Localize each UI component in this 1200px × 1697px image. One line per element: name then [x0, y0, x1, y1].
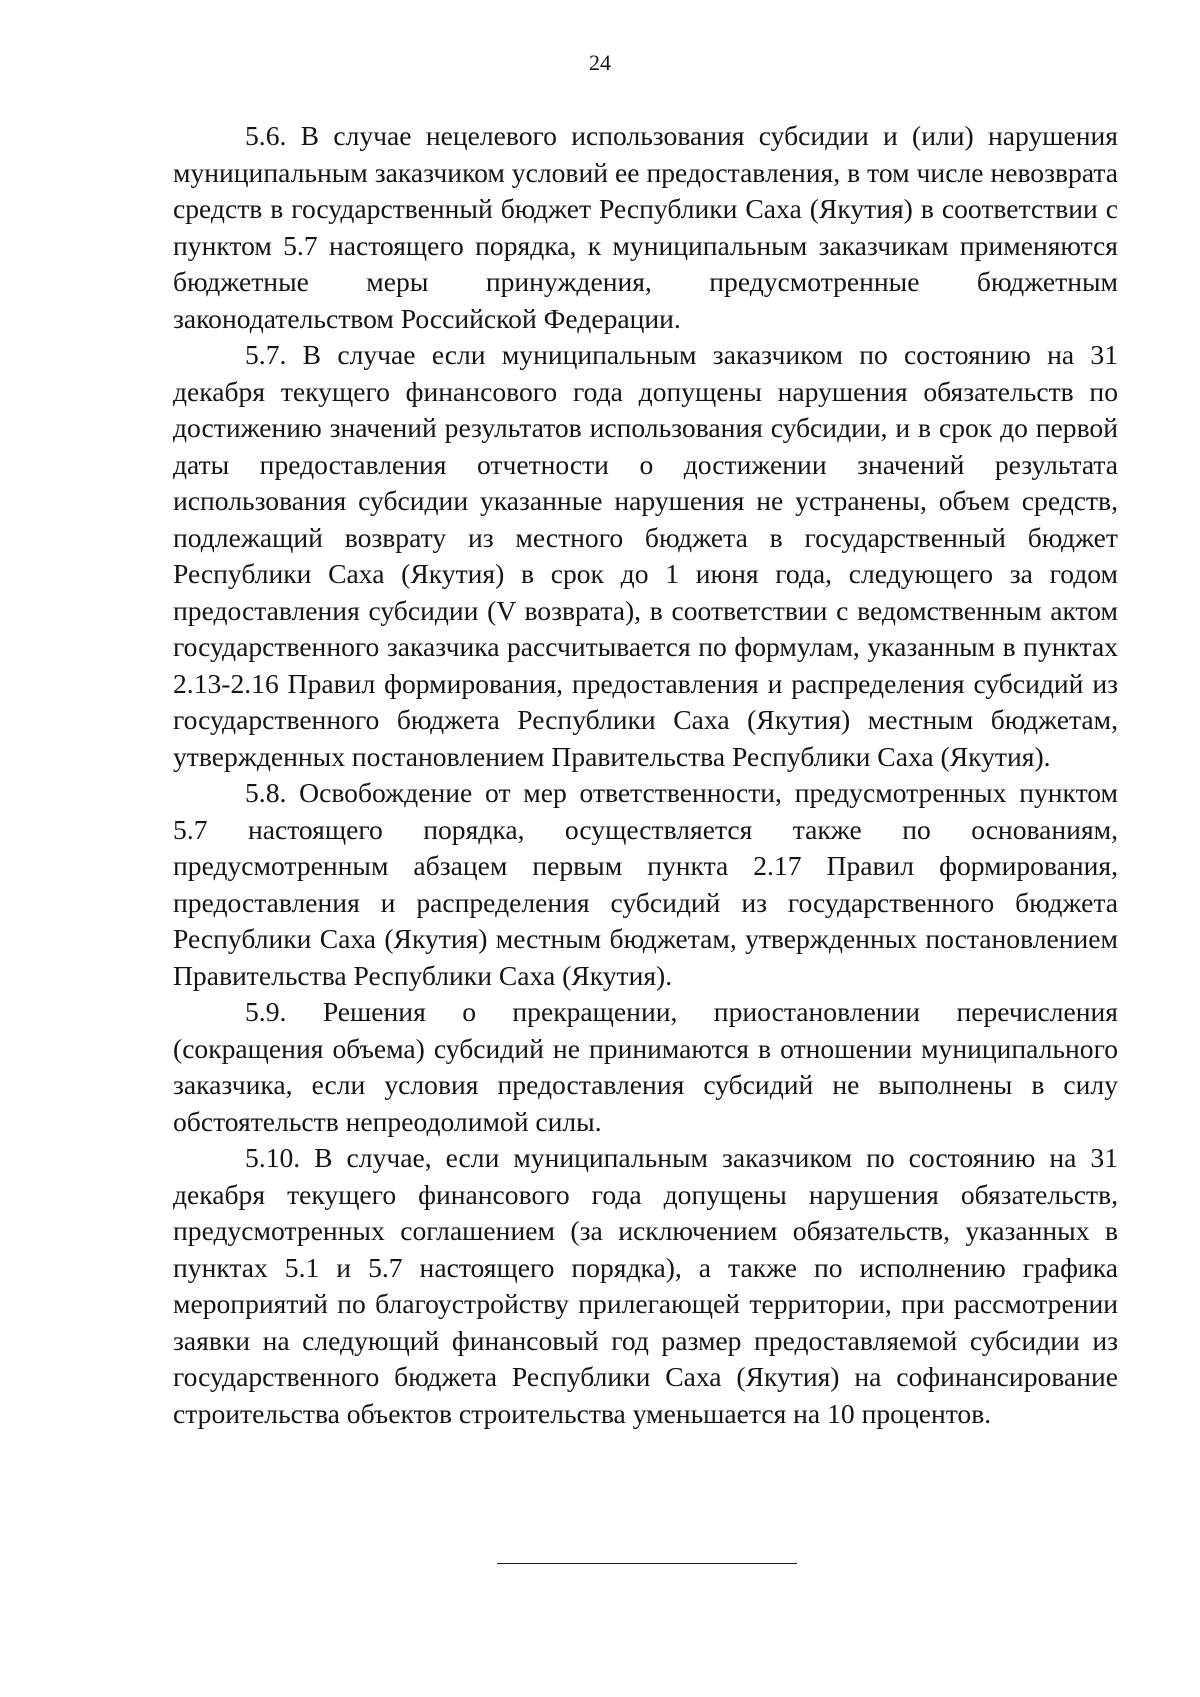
paragraph-5-8: 5.8. Освобождение от мер ответственности, предусмотренных пунктом 5.7 настоящего порядка, осуществляется также по основаниям, предусмотренным абзацем первым пункта 2.17 Правил формирования, предоставления и распределения субсидий из государственного бюджета Республики Саха (Якутия) местным бюджетам, утвержденных постановлением Правительства Республики Саха (Якутия). [173, 777, 1118, 991]
paragraph-5-7: 5.7. В случае если муниципальным заказчиком по состоянию на 31 декабря текущего финансового года допущены нарушения обязательств по достижению значений результатов использования субсидии, и в срок до первой даты предоставления отчетности о достижении значений результата использования субсидии указанные нарушения не устранены, объем средств, подлежащий возврату из местного бюджета в государственный бюджет Республики Саха (Якутия) в срок до 1 июня года, следующего за годом предоставления субсидии (V возврата), в соответствии с ведомственным актом государственного заказчика рассчитывается по формулам, указанным в пунктах 2.13-2.16 Правил формирования, предоставления и распределения субсидий из государственного бюджета Республики Саха (Якутия) местным бюджетам, утвержденных постановлением Правительства Республики Саха (Якутия). [173, 339, 1118, 772]
end-of-text-rule [497, 1563, 797, 1564]
paragraph-5-6: 5.6. В случае нецелевого использования субсидии и (или) нарушения муниципальным заказчиком условий ее предоставления, в том числе невозврата средств в государственный бюджет Республики Саха (Якутия) в соответствии с пунктом 5.7 настоящего порядка, к муниципальным заказчикам применяются бюджетные меры принуждения, предусмотренные бюджетным законодательством Российской Федерации. [173, 120, 1118, 334]
paragraph-5-9: 5.9. Решения о прекращении, приостановлении перечисления (сокращения объема) субсидий не принимаются в отношении муниципального заказчика, если условия предоставления субсидий не выполнены в силу обстоятельств непреодолимой силы. [173, 996, 1118, 1137]
page-number: 24 [589, 50, 611, 75]
paragraph-5-10: 5.10. В случае, если муниципальным заказчиком по состоянию на 31 декабря текущего финансового года допущены нарушения обязательств, предусмотренных соглашением (за исключением обязательств, указанных в пунктах 5.1 и 5.7 настоящего порядка), а также по исполнению графика мероприятий по благоустройству прилегающей территории, при рассмотрении заявки на следующий финансовый год размер предоставляемой субсидии из государственного бюджета Республики Саха (Якутия) на софинансирование строительства объектов строительства уменьшается на 10 процентов. [173, 1142, 1118, 1429]
document-body [173, 118, 1118, 1432]
